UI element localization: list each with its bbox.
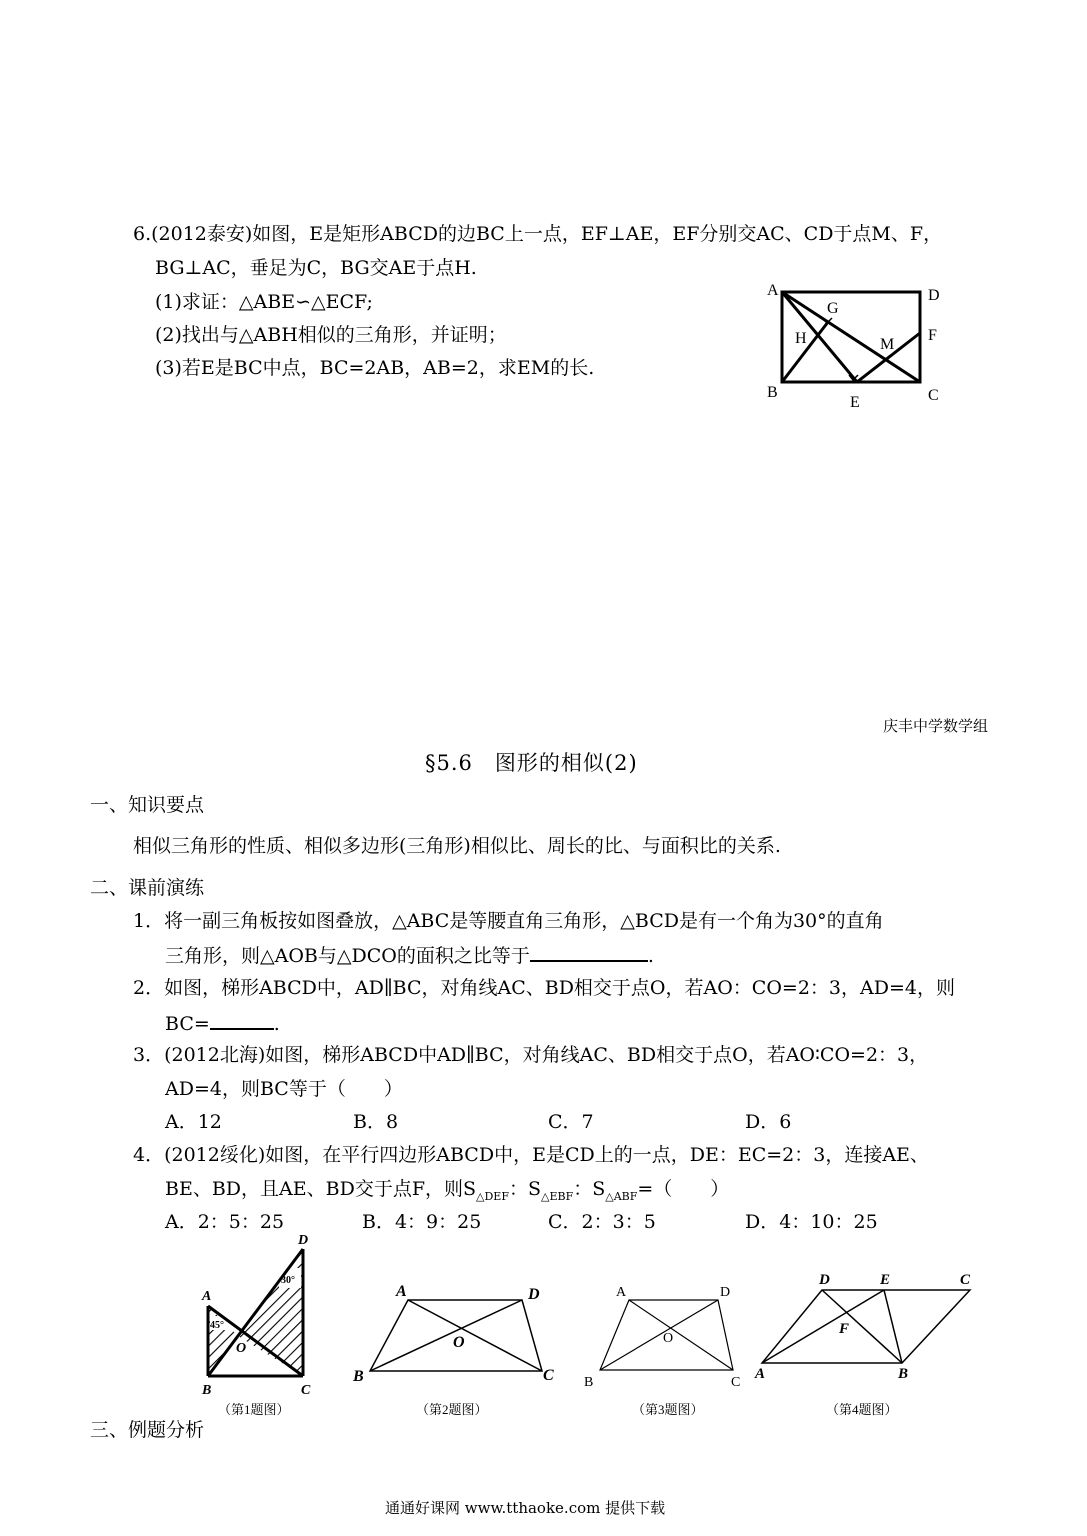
part3-heading: 三、例题分析 xyxy=(90,1419,205,1441)
q3-option-a[interactable]: A．12 xyxy=(165,1111,222,1133)
q2-line2: BC= . xyxy=(165,1010,280,1036)
q2-line2-text: BC= xyxy=(165,1013,210,1035)
figure-2 xyxy=(350,1280,565,1423)
part1-text: 相似三角形的性质、相似多边形(三角形)相似比、周长的比、与面积比的关系. xyxy=(133,835,781,857)
fig1-label-c: C xyxy=(301,1383,311,1398)
fig3-caption: （第3题图） xyxy=(632,1402,704,1417)
fig3-label-o: O xyxy=(663,1331,674,1346)
q4-mid1: ：S xyxy=(508,1178,541,1200)
q4-end: =（ ） xyxy=(637,1178,730,1200)
fig4-label-a: A xyxy=(755,1366,766,1382)
fig2-label-o: O xyxy=(453,1334,465,1351)
part1-heading: 一、知识要点 xyxy=(90,794,205,816)
footer-text: 通通好课网 www.tthaoke.com 提供下载 xyxy=(385,1499,666,1517)
header-right: 庆丰中学数学组 xyxy=(883,717,989,735)
q4-option-c[interactable]: C．2：3：5 xyxy=(548,1211,656,1233)
section-title: §5.6 图形的相似(2) xyxy=(425,751,638,775)
figure-1 xyxy=(190,1228,325,1423)
q4-option-a[interactable]: A．2：5：25 xyxy=(165,1211,285,1233)
fig4-label-d: D xyxy=(819,1272,830,1288)
fig6-label-g: G xyxy=(827,300,839,317)
q4-sub1: △DEF xyxy=(476,1189,509,1203)
fig3-label-c: C xyxy=(731,1375,741,1390)
fig6-label-d: D xyxy=(928,287,940,304)
fig4-label-e: E xyxy=(880,1272,891,1288)
q1-line2: 三角形，则△AOB与△DCO的面积之比等于 . xyxy=(165,942,654,968)
fig6-label-f: F xyxy=(928,327,937,344)
q2-answer-blank[interactable] xyxy=(210,1010,274,1030)
q4-text-a: BE、BD，且AE、BD交于点F，则S xyxy=(165,1178,477,1200)
fig3-label-d: D xyxy=(720,1285,731,1300)
fig3-label-b: B xyxy=(584,1375,594,1390)
problem6-q1: (1)求证：△ABE∽△ECF; xyxy=(155,291,373,313)
q3-line1: 3．(2012北海)如图，梯形ABCD中AD∥BC，对角线AC、BD相交于点O，若AO∶CO=2：3， xyxy=(133,1044,929,1066)
fig6-label-h: H xyxy=(795,330,807,347)
fig1-angle-30: 30° xyxy=(281,1275,295,1286)
fig6-label-a: A xyxy=(767,282,779,299)
q3-option-d[interactable]: D．6 xyxy=(745,1111,792,1133)
problem6-q3: (3)若E是BC中点，BC=2AB，AB=2，求EM的长. xyxy=(155,357,595,379)
fig1-angle-45: 45° xyxy=(210,1320,224,1331)
fig6-label-c: C xyxy=(928,387,939,404)
fig2-label-c: C xyxy=(543,1367,554,1384)
q3-option-c[interactable]: C．7 xyxy=(548,1111,594,1133)
fig6-label-e: E xyxy=(850,394,860,411)
figure-3 xyxy=(578,1280,748,1423)
problem6-q2: (2)找出与△ABH相似的三角形，并证明； xyxy=(155,324,507,346)
q4-option-d[interactable]: D．4：10：25 xyxy=(745,1211,878,1233)
q3-line2: AD=4，则BC等于（ ） xyxy=(165,1078,403,1100)
fig6-label-b: B xyxy=(767,384,778,401)
fig4-label-b: B xyxy=(898,1366,909,1382)
fig1-label-o: O xyxy=(236,1341,247,1356)
fig2-caption: （第2题图） xyxy=(416,1402,488,1417)
q4-line1: 4．(2012绥化)如图，在平行四边形ABCD中，E是CD上的一点，DE：EC=2：3，连接AE、 xyxy=(133,1144,929,1166)
q1-line2-text: 三角形，则△AOB与△DCO的面积之比等于 xyxy=(165,945,530,967)
fig4-label-f: F xyxy=(839,1321,850,1337)
fig2-label-a: A xyxy=(396,1283,407,1300)
rectangle-figure xyxy=(755,275,955,415)
q4-sub3: △ABF xyxy=(605,1189,638,1203)
fig1-label-b: B xyxy=(202,1383,212,1398)
q1-answer-blank[interactable] xyxy=(530,942,648,962)
problem6-line2: BG⊥AC，垂足为C，BG交AE于点H. xyxy=(155,257,477,279)
q4-option-b[interactable]: B．4：9：25 xyxy=(362,1211,482,1233)
fig4-label-c: C xyxy=(960,1272,971,1288)
fig2-label-d: D xyxy=(528,1286,540,1303)
fig1-caption: （第1题图） xyxy=(218,1402,290,1417)
fig1-label-a: A xyxy=(202,1289,212,1304)
q4-mid2: ：S xyxy=(573,1178,606,1200)
q4-sub2: △EBF xyxy=(541,1189,574,1203)
problem6-line1: 6.(2012泰安)如图，E是矩形ABCD的边BC上一点，EF⊥AE，EF分别交AC、CD于点M、F， xyxy=(133,223,943,245)
fig2-label-b: B xyxy=(353,1368,364,1385)
fig3-label-a: A xyxy=(616,1285,627,1300)
figure-4 xyxy=(752,1266,982,1423)
fig6-label-m: M xyxy=(880,336,895,353)
fig4-caption: （第4题图） xyxy=(826,1402,898,1417)
q1-line1: 1．将一副三角板按如图叠放，△ABC是等腰直角三角形，△BCD是有一个角为30°的直角 xyxy=(133,910,884,932)
fig1-label-d: D xyxy=(298,1233,309,1248)
part2-heading: 二、课前演练 xyxy=(90,877,205,899)
q2-line1: 2．如图，梯形ABCD中，AD∥BC，对角线AC、BD相交于点O，若AO：CO=2：3，AD=4，则 xyxy=(133,977,955,999)
q4-line2 xyxy=(165,1177,729,1209)
q3-option-b[interactable]: B．8 xyxy=(353,1111,399,1133)
